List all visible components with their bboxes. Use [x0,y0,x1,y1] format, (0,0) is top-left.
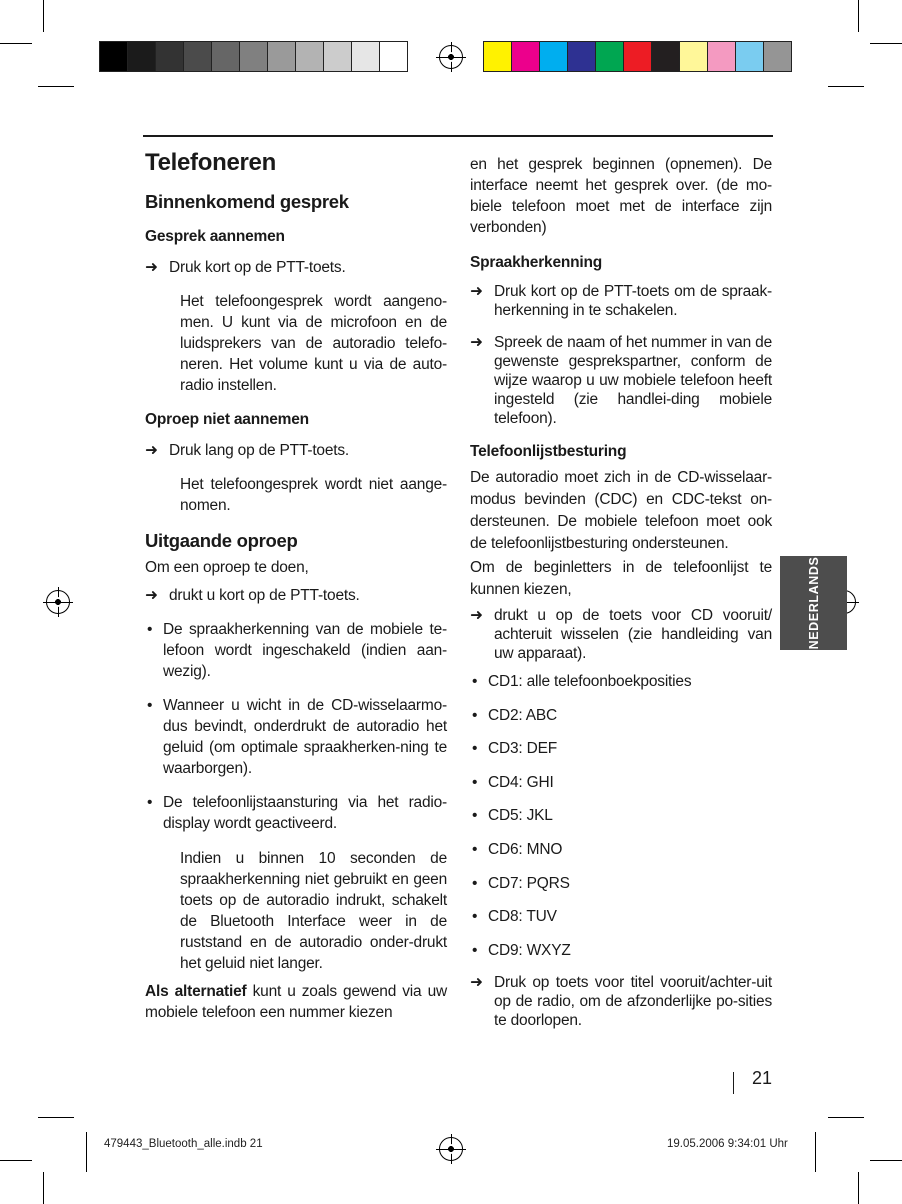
arrow-icon: ➜ [470,973,483,991]
section-heading: Binnenkomend gesprek [145,191,349,212]
color-swatch [763,41,792,72]
subsection-heading: Spraakherkenning [470,254,603,271]
step-text: Druk kort op de PTT-toets. [169,259,346,276]
bullet-icon: • [472,908,478,926]
bullet-icon: • [472,673,478,690]
list-item-text: CD5: JKL [488,807,553,825]
footer-timestamp: 19.05.2006 9:34:01 Uhr [667,1138,788,1150]
bullet-icon: • [472,706,478,724]
intro-text: Om een oproep te doen, [145,559,309,576]
color-swatch [539,41,568,72]
list-item [470,906,772,927]
color-swatch [651,41,680,72]
list-item-text: CD4: GHI [488,773,554,791]
subsection-heading: Oproep niet aannemen [145,411,309,428]
body-text: Om de beginletters in de telefoonlijst te kunnen kiezen, [470,559,772,598]
crop-mark [38,1117,74,1118]
bullet-item [145,619,447,682]
color-swatch [595,41,624,72]
subsection-heading: Telefoonlijstbesturing [470,443,627,460]
gray-swatch [99,41,128,72]
body-text: De autoradio moet zich in de CD-wisselaar-modus bevinden (CDC) en CDC-tekst on-dersteunen. De mobiele telefoon moet ook de telefoonlijstbesturing ondersteunen. [470,469,772,552]
list-item-text: CD7: PQRS [488,874,570,892]
crop-mark [38,86,74,87]
instruction-step [145,440,447,461]
arrow-icon: ➜ [470,334,483,351]
list-item [470,738,772,759]
crop-mark [870,1160,902,1161]
page-number-rule [733,1072,734,1094]
arrow-icon: ➜ [145,442,158,459]
list-item-text: CD6: MNO [488,840,563,858]
registration-mark-icon [439,1137,463,1161]
gray-swatch [351,41,380,72]
bullet-icon: • [147,697,153,714]
page-title: Telefoneren [145,149,276,176]
bullet-icon: • [472,941,478,959]
list-item-text: CD8: TUV [488,908,557,926]
result-text: Het telefoongesprek wordt niet aange-nomen. [180,476,447,514]
result-text: Het telefoongesprek wordt aangeno-men. U kunt via de microfoon en de luidsprekers van de autoradio telefo-neren. Het volume kunt u via de auto-radio instellen. [180,293,447,394]
color-swatch [511,41,540,72]
gray-color-bar [99,41,407,72]
list-item-text: CD1: alle telefoonboekposities [488,673,692,690]
crop-mark [43,0,44,32]
list-item [470,772,772,793]
list-item-text: CD2: ABC [488,706,558,724]
list-item [470,671,772,692]
bullet-item [145,695,447,779]
registration-mark-icon [439,45,463,69]
color-swatch [679,41,708,72]
process-color-bar [483,41,791,72]
step-text: Druk op toets voor titel vooruit/achter-uit op de radio, om de afzonderlijke po-sities te doorlopen. [494,973,772,1029]
gray-swatch [183,41,212,72]
list-item [470,940,772,961]
gray-swatch [155,41,184,72]
section-heading: Uitgaande oproep [145,530,298,551]
color-swatch [707,41,736,72]
footer-file-name: 479443_Bluetooth_alle.indb 21 [104,1138,263,1150]
color-swatch [735,41,764,72]
gray-swatch [239,41,268,72]
crop-mark [0,1160,32,1161]
gray-swatch [323,41,352,72]
arrow-icon: ➜ [145,259,158,276]
cd-list [470,671,772,961]
alternative-bold: Als alternatief [145,983,247,1000]
step-text: Druk lang op de PTT-toets. [169,442,350,459]
color-swatch [567,41,596,72]
page-number: 21 [752,1068,773,1088]
alternative-text [145,981,447,1023]
right-column [470,154,772,1030]
arrow-icon: ➜ [145,587,158,604]
instruction-step [470,333,772,428]
bullet-text: De spraakherkenning van de mobiele te-lefoon wordt ingeschakeld (indien aan-wezig). [163,621,447,680]
list-item-text: CD3: DEF [488,740,558,758]
bullet-text: Wanneer u wicht in de CD-wisselaarmo-dus bevindt, onderdrukt de autoradio het geluid (om optimale spraakherken-ning te waarborgen). [163,697,447,777]
left-column [145,149,447,1023]
alternative-rest: kunt u zoals gewend via uw mobiele telefoon een nummer kiezen [145,983,447,1021]
instruction-step [470,606,772,663]
color-swatch [483,41,512,72]
crop-mark [858,1172,859,1204]
instruction-step [470,282,772,320]
crop-mark [858,0,859,32]
language-tab [780,556,847,650]
instruction-step [145,585,447,606]
bullet-icon: • [472,874,478,892]
subsection-heading: Gesprek aannemen [145,228,285,245]
bullet-item [145,792,447,834]
step-text: Spreek de naam of het nummer in van de gewenste gesprekspartner, conform de wijze waarop u uw mobiele telefoon heeft ingesteld (zie handlei-ding mobiele telefoon). [494,334,772,427]
bullet-icon: • [147,621,153,638]
bullet-text: De telefoonlijstaansturing via het radio-display wordt geactiveerd. [163,794,447,832]
bullet-icon: • [147,794,153,811]
list-item [470,805,772,826]
list-item-text: CD9: WXYZ [488,941,571,959]
list-item [470,839,772,860]
bullet-icon: • [472,840,478,858]
gray-swatch [211,41,240,72]
arrow-icon: ➜ [470,283,483,300]
header-rule [143,135,773,137]
crop-mark [828,1117,864,1118]
bullet-icon: • [472,807,478,825]
gray-swatch [267,41,296,72]
registration-mark-icon [46,590,70,614]
language-tab-label: NEDERLANDS [806,556,821,650]
bullet-icon: • [472,740,478,758]
bullet-icon: • [472,773,478,791]
step-text: Druk kort op de PTT-toets om de spraak-herkenning in te schakelen. [494,283,772,319]
gray-swatch [379,41,408,72]
instruction-step [470,973,772,1030]
crop-mark [815,1132,816,1172]
list-item [470,873,772,894]
note-text: Indien u binnen 10 seconden de spraakherkenning niet gebruikt en geen toets op de autoradio indrukt, schakelt de Bluetooth Interface weer in de ruststand en de autoradio onder-drukt het geluid niet langer. [180,850,447,972]
list-item [470,705,772,726]
instruction-step [145,257,447,278]
step-text: drukt u op de toets voor CD vooruit/ achteruit wisselen (zie handleiding van uw apparaat). [494,607,772,662]
crop-mark [43,1172,44,1204]
gray-swatch [295,41,324,72]
arrow-icon: ➜ [470,607,483,624]
color-swatch [623,41,652,72]
crop-mark [870,43,902,44]
continuation-text: en het gesprek beginnen (opnemen). De interface neemt het gesprek over. (de mo-biele telefoon moet met de interface zijn verbonden) [470,156,772,236]
step-text: drukt u kort op de PTT-toets. [169,587,360,604]
gray-swatch [127,41,156,72]
crop-mark [86,1132,87,1172]
crop-mark [0,43,32,44]
crop-mark [828,86,864,87]
